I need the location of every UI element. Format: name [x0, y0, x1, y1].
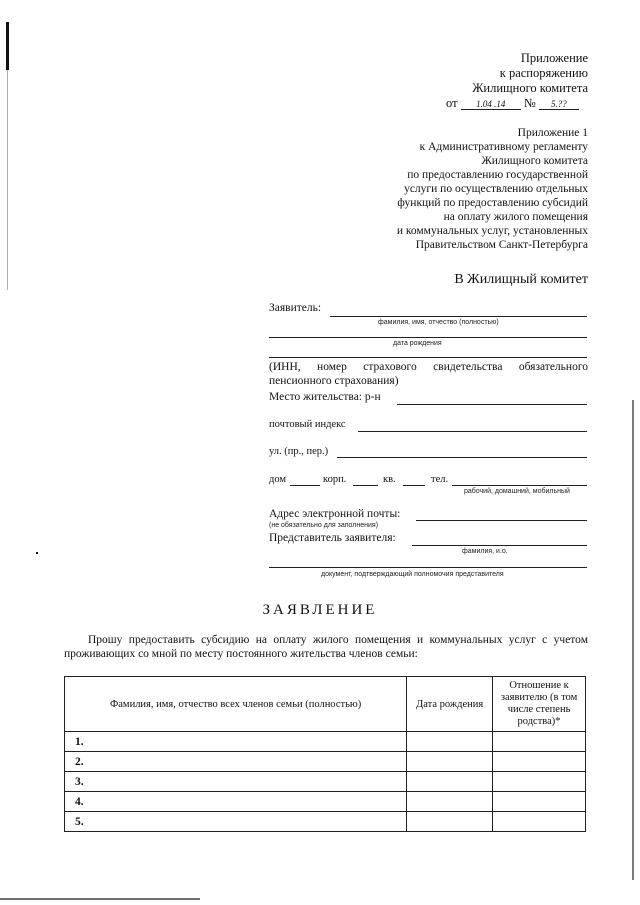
header-fullname: Фамилия, имя, отчество всех членов семьи (полностью)	[65, 677, 407, 732]
table-row	[65, 752, 586, 772]
row-number[interactable]: 5.	[65, 812, 407, 832]
relation-cell[interactable]	[493, 732, 586, 752]
scan-mark-bottom	[0, 898, 200, 900]
kv-label: кв.	[383, 474, 396, 485]
tel-hint: рабочий, домашний, мобильный	[464, 488, 570, 495]
appendix-1-line: Правительством Санкт-Петербурга	[415, 239, 588, 251]
postcode-field[interactable]	[358, 431, 587, 432]
applicant-label: Заявитель:	[269, 302, 322, 314]
representative-hint: фамилия, и.о.	[462, 548, 508, 555]
street-label: ул. (пр., пер.)	[269, 446, 329, 457]
birthdate-cell[interactable]	[407, 772, 493, 792]
birthdate-cell[interactable]	[407, 792, 493, 812]
appendix-1-line: Жилищного комитета	[481, 155, 588, 167]
appendix-1-line: и коммунальных услуг, установленных	[396, 225, 588, 237]
row-number[interactable]: 4.	[65, 792, 407, 812]
relation-cell[interactable]	[493, 812, 586, 832]
header-birthdate: Дата рождения	[407, 677, 493, 732]
header-relation: Отношение к заявителю (в том числе степень родства)*	[493, 677, 586, 732]
relation-cell[interactable]	[493, 772, 586, 792]
house-label: дом	[269, 474, 287, 485]
appendix-1-line: по предоставлению государственной	[407, 169, 588, 181]
appendix-1-line: на оплату жилого помещения	[443, 211, 588, 223]
house-field[interactable]	[290, 485, 320, 486]
authority-document-field[interactable]	[269, 567, 587, 568]
number-value: 5.??	[551, 99, 567, 109]
tel-field[interactable]	[452, 485, 587, 486]
email-label: Адрес электронной почты:	[269, 508, 401, 520]
scan-mark-left-thin	[7, 70, 8, 290]
appendix-1-line: Приложение 1	[517, 127, 588, 139]
scan-mark-left	[6, 22, 9, 70]
postcode-label: почтовый индекс	[269, 419, 346, 430]
statement-title: ЗАЯВЛЕНИЕ	[262, 602, 378, 618]
appendix-1-line: функций по предоставлению субсидий	[397, 197, 588, 209]
street-field[interactable]	[337, 457, 587, 458]
number-field	[539, 99, 579, 110]
email-field[interactable]	[416, 520, 587, 521]
appendix-line-2: к распоряжению	[499, 66, 588, 80]
appendix-line-3: Жилищного комитета	[472, 81, 588, 95]
date-field	[461, 99, 521, 110]
kv-field[interactable]	[403, 485, 425, 486]
date-value: 1.04 .14	[476, 99, 506, 109]
appendix-date-row	[446, 96, 592, 111]
appendix-1-block	[397, 126, 588, 252]
table-row	[65, 732, 586, 752]
birthdate-hint: дата рождения	[393, 340, 442, 347]
statement-body: Прошу предоставить субсидию на оплату жилого помещения и коммунальных услуг с учетом проживающих со мной по месту постоянного жительства членов семьи:	[64, 634, 588, 660]
birthdate-field[interactable]	[269, 337, 587, 338]
birthdate-cell[interactable]	[407, 732, 493, 752]
row-number[interactable]: 3.	[65, 772, 407, 792]
authority-document-hint: документ, подтверждающий полномочия представителя	[321, 571, 504, 578]
table-row	[65, 792, 586, 812]
addressee: В Жилищный комитет	[454, 272, 588, 287]
representative-field[interactable]	[412, 545, 587, 546]
relation-cell[interactable]	[493, 792, 586, 812]
inn-field[interactable]	[269, 357, 587, 358]
birthdate-cell[interactable]	[407, 752, 493, 772]
tel-label: тел.	[431, 474, 449, 485]
table-header-row	[65, 677, 586, 732]
residence-field[interactable]	[397, 404, 587, 405]
applicant-name-field[interactable]	[330, 316, 587, 317]
representative-label: Представитель заявителя:	[269, 532, 396, 544]
number-prefix: №	[523, 96, 536, 110]
row-number[interactable]: 1.	[65, 732, 407, 752]
korp-field[interactable]	[353, 485, 378, 486]
appendix-1-line: услуги по осуществлению отдельных	[404, 183, 588, 195]
appendix-1-line: к Административному регламенту	[419, 141, 588, 153]
email-hint: (не обязательно для заполнения)	[269, 522, 379, 529]
table-row	[65, 812, 586, 832]
korp-label: корп.	[323, 474, 347, 485]
table-row	[65, 772, 586, 792]
birthdate-cell[interactable]	[407, 812, 493, 832]
inn-text: (ИНН, номер страхового свидетельства обязательного пенсионного страхования)	[269, 361, 588, 387]
relation-cell[interactable]	[493, 752, 586, 772]
applicant-name-hint: фамилия, имя, отчество (полностью)	[378, 319, 499, 326]
appendix-header	[472, 51, 588, 96]
scan-dot	[36, 552, 38, 554]
family-members-table	[64, 676, 586, 832]
scan-mark-right	[632, 400, 634, 880]
residence-label: Место жительства: р-н	[269, 391, 381, 403]
row-number[interactable]: 2.	[65, 752, 407, 772]
date-prefix: от	[446, 96, 458, 110]
appendix-line-1: Приложение	[520, 51, 588, 65]
